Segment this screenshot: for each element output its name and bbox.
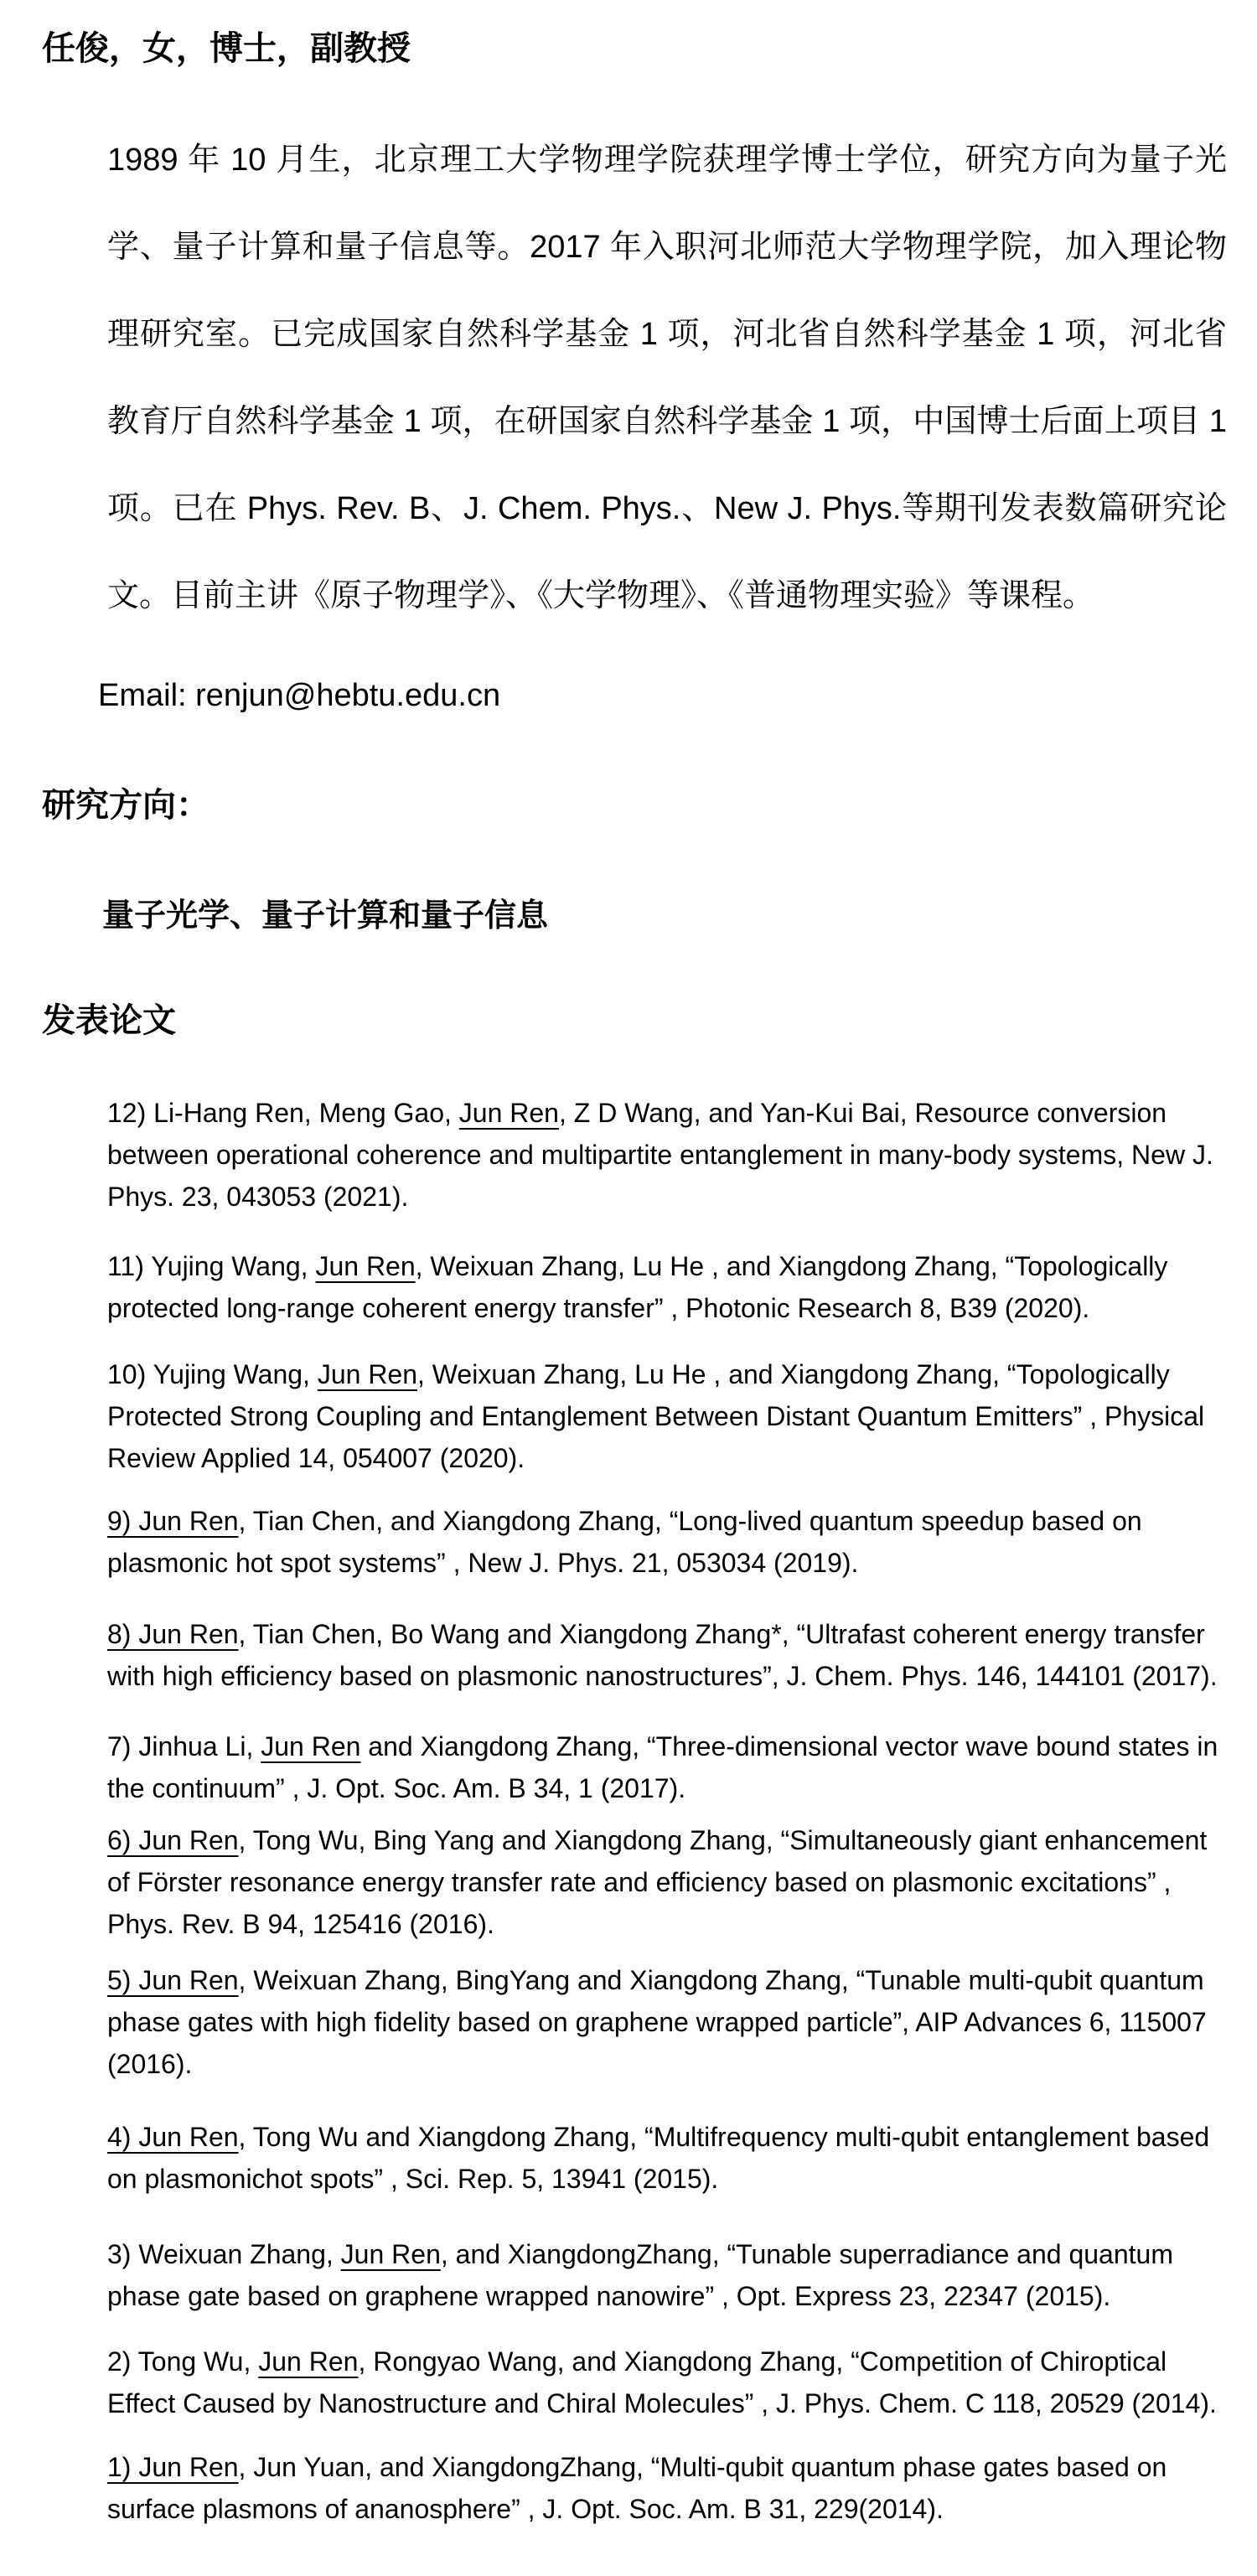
publication-text: , Tian Chen, Bo Wang and Xiangdong Zhang*, “Ultrafast coherent energy transfer with high efficiency based on plasmonic nanostructures”, J. Chem. Phys. 146, 144101 (2017). <box>107 1619 1218 1691</box>
publication-text: , Jun Yuan, and XiangdongZhang, “Multi-qubit quantum phase gates based on surface plasmons of ananosphere” , J. Opt. Soc. Am. B 31, 229(2014). <box>107 2452 1167 2524</box>
publication-text: , Weixuan Zhang, Lu He , and Xiangdong Zhang, “Topologically Protected Strong Coupling and Entanglement Between Distant Quantum Emitters” , Physical Review Applied 14, 054007 (2020). <box>107 1359 1205 1473</box>
publication-entry <box>107 1092 1232 1218</box>
publication-entry <box>107 1613 1232 1697</box>
underlined-author: Jun Ren <box>315 1251 416 1281</box>
publication-entry <box>107 1500 1232 1584</box>
publication-entry <box>107 1819 1232 1945</box>
publication-text: 10) Yujing Wang, <box>107 1359 318 1389</box>
underlined-author: Jun Ren <box>458 1098 559 1128</box>
publication-entry <box>107 2446 1232 2530</box>
email-text: Email: renjun@hebtu.edu.cn <box>98 678 501 713</box>
publication-text: , Tong Wu, Bing Yang and Xiangdong Zhang, “Simultaneously giant enhancement of Förster resonance energy transfer rate and efficiency based on plasmonic excitations” , Phys. Rev. B 94, 125416 (2016). <box>107 1825 1208 1939</box>
publication-entry <box>107 2233 1232 2317</box>
publication-text: , Weixuan Zhang, BingYang and Xiangdong Zhang, “Tunable multi-qubit quantum phase gates with high fidelity based on graphene wrapped particle”, AIP Advances 6, 115007 (2016). <box>107 1965 1207 2079</box>
publication-text: 2) Tong Wu, <box>107 2346 259 2377</box>
underlined-author: Jun Ren <box>261 1731 361 1761</box>
publication-text: , Z D Wang, and Yan-Kui Bai, Resource conversion between operational coherence and multipartite entanglement in many-body systems, New J. Phys. 23, 043053 (2021). <box>107 1098 1213 1212</box>
publication-text: 3) Weixuan Zhang, <box>107 2239 341 2269</box>
publication-entry <box>107 1725 1232 1809</box>
underlined-author: 8) Jun Ren <box>107 1619 239 1649</box>
publications-heading: 发表论文 <box>42 1002 176 1039</box>
publication-entry <box>107 1959 1232 2085</box>
publication-entry <box>107 2341 1232 2424</box>
publication-entry <box>107 1245 1232 1329</box>
underlined-author: 9) Jun Ren <box>107 1506 239 1536</box>
publication-entry <box>107 1353 1232 1479</box>
underlined-author: Jun Ren <box>317 1359 418 1389</box>
intro-paragraph: 1989 年 10 月生，北京理工大学物理学院获理学博士学位，研究方向为量子光学、量子计算和量子信息等。2017 年入职河北师范大学物理学院，加入理论物理研究室。已完成国家自然科学基金 1 项，河北省自然科学基金 1 项，河北省教育厅自然科学基金 1 项，在研国家自然科学基金 1 项，中国博士后面上项目 1 项。已在 Phys. Rev. B、J. Chem. Phys.、New J. Phys.等期刊发表数篇研究论文。目前主讲《原子物理学》、《大学物理》、《普通物理实验》等课程。 <box>107 142 1227 613</box>
publication-text: 11) Yujing Wang, <box>107 1251 316 1281</box>
underlined-author: Jun Ren <box>258 2346 359 2377</box>
publication-text: , Rongyao Wang, and Xiangdong Zhang, “Competition of Chiroptical Effect Caused by Nanostructure and Chiral Molecules” , J. Phys. Chem. C 118, 20529 (2014). <box>107 2346 1217 2418</box>
underlined-author: 4) Jun Ren <box>107 2122 239 2152</box>
publication-text: 12) Li-Hang Ren, Meng Gao, <box>107 1098 459 1128</box>
publication-text: , Tong Wu and Xiangdong Zhang, “Multifrequency multi-qubit entanglement based on plasmonichot spots” , Sci. Rep. 5, 13941 (2015). <box>107 2122 1210 2194</box>
publication-text: , Tian Chen, and Xiangdong Zhang, “Long-lived quantum speedup based on plasmonic hot spot systems” , New J. Phys. 21, 053034 (2019). <box>107 1506 1142 1578</box>
research-direction-content: 量子光学、量子计算和量子信息 <box>102 898 549 934</box>
publication-text: , Weixuan Zhang, Lu He , and Xiangdong Zhang, “Topologically protected long-range coherent energy transfer” , Photonic Research 8, B39 (2020). <box>107 1251 1168 1323</box>
underlined-author: 1) Jun Ren <box>107 2452 239 2482</box>
underlined-author: 6) Jun Ren <box>107 1825 239 1855</box>
publication-text: 7) Jinhua Li, <box>107 1731 261 1761</box>
underlined-author: 5) Jun Ren <box>107 1965 239 1995</box>
research-direction-heading: 研究方向： <box>42 787 210 824</box>
publication-text: , and XiangdongZhang, “Tunable superradiance and quantum phase gate based on graphene wrapped nanowire” , Opt. Express 23, 22347 (2015). <box>107 2239 1173 2311</box>
publication-text: and Xiangdong Zhang, “Three-dimensional vector wave bound states in the continuum” , J. Opt. Soc. Am. B 34, 1 (2017). <box>107 1731 1218 1803</box>
underlined-author: Jun Ren <box>340 2239 441 2269</box>
page-title: 任俊，女，博士，副教授 <box>42 30 411 67</box>
publication-entry <box>107 2116 1232 2200</box>
